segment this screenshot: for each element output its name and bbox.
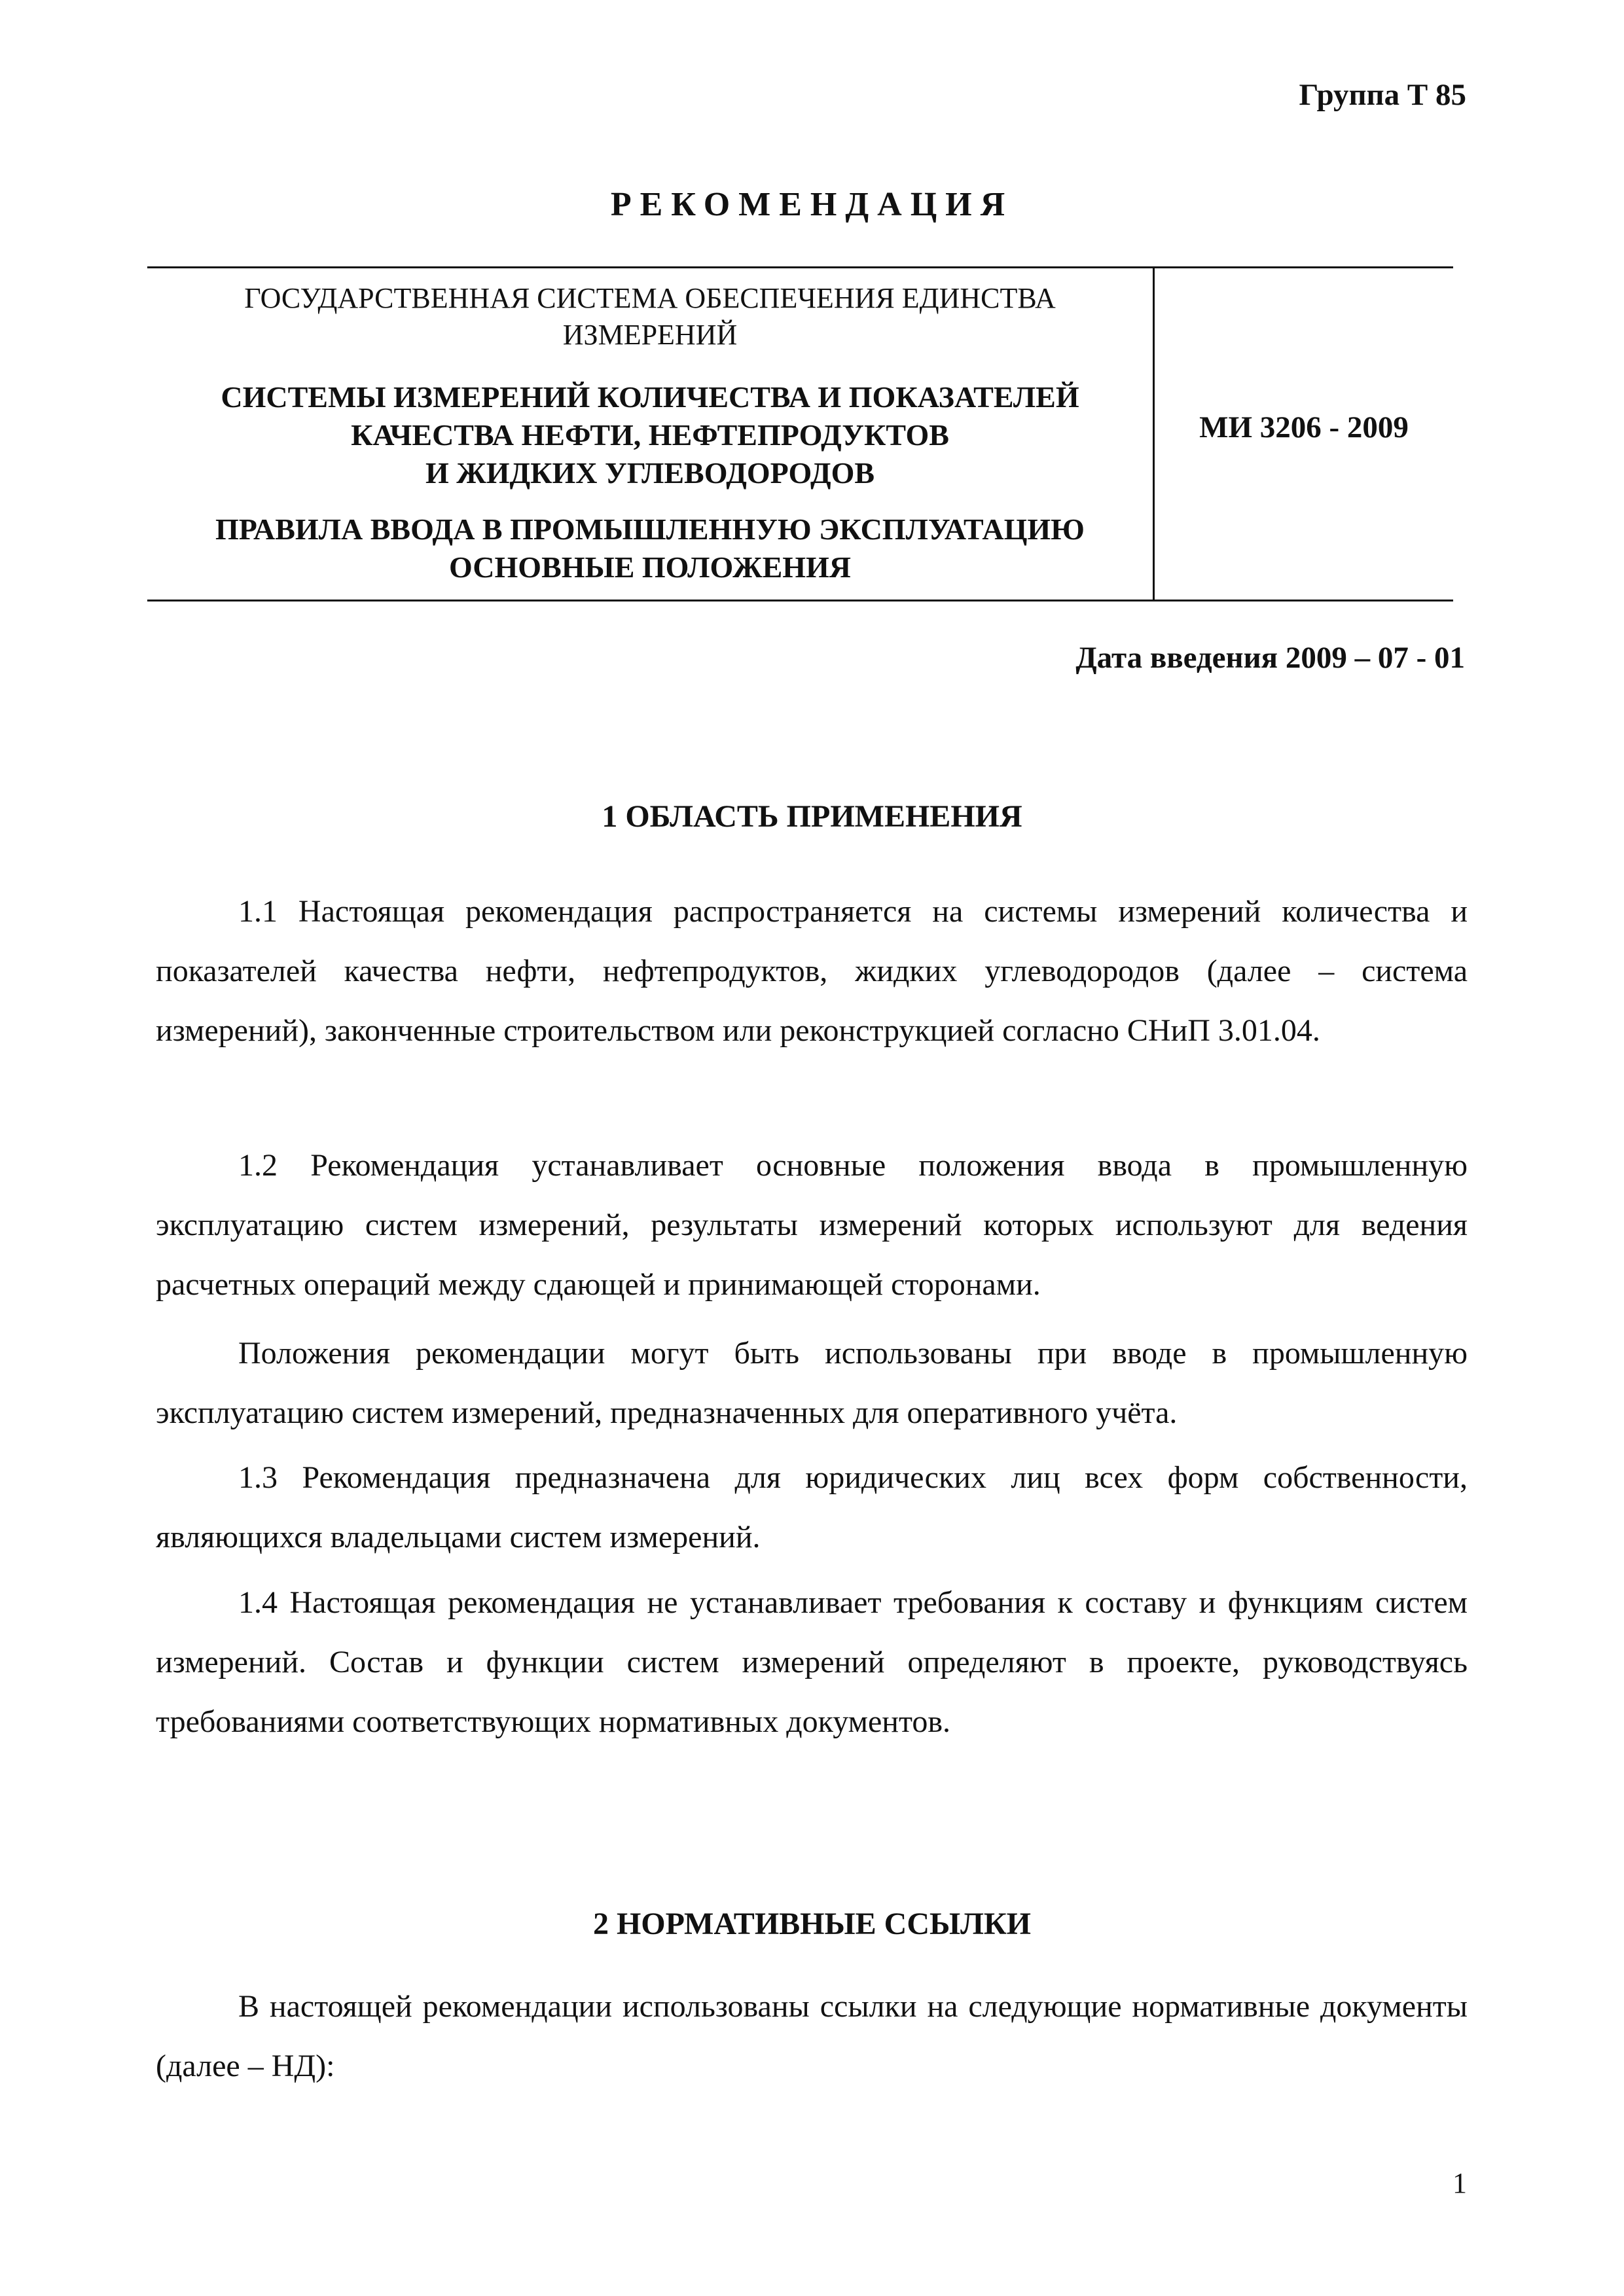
state-system-name: [147, 280, 1153, 353]
header-title-cell: [147, 268, 1155, 600]
paragraph-1-4: 1.4 Настоящая рекомендация не устанавливает требования к составу и функциям систем измерений. Состав и функции систем измерений определяют в проекте, руководствуясь требованиями соответствующих нормативных документов.: [156, 1585, 1468, 1739]
document-subtitle: [147, 511, 1153, 586]
title-line: СИСТЕМЫ ИЗМЕРЕНИЙ КОЛИЧЕСТВА И ПОКАЗАТЕЛЕЙ: [221, 380, 1079, 414]
title-line: КАЧЕСТВА НЕФТИ, НЕФТЕПРОДУКТОВ: [351, 418, 949, 452]
header-table: [147, 266, 1453, 601]
document-type: РЕКОМЕНДАЦИЯ: [610, 186, 1014, 223]
introduction-date: Дата введения 2009 – 07 - 01: [1075, 641, 1465, 675]
paragraph-1-1: 1.1 Настоящая рекомендация распространяется на системы измерений количества и показателей качества нефти, нефтепродуктов, жидких углеводородов (далее – система измерений), законченные строительством или реконструкцией согласно СНиП 3.01.04.: [156, 894, 1468, 1048]
paragraph-1-3: 1.3 Рекомендация предназначена для юридических лиц всех форм собственности, являющихся владельцами систем измерений.: [156, 1460, 1468, 1554]
paragraph-2-intro: В настоящей рекомендации использованы ссылки на следующие нормативные документы (далее – НД):: [156, 1989, 1468, 2083]
title-line: И ЖИДКИХ УГЛЕВОДОРОДОВ: [425, 456, 875, 490]
section-2-title: 2 НОРМАТИВНЫЕ ССЫЛКИ: [592, 1907, 1032, 1941]
document-title: [147, 378, 1153, 492]
subtitle-line: ПРАВИЛА ВВОДА В ПРОМЫШЛЕННУЮ ЭКСПЛУАТАЦИЮ: [215, 512, 1085, 546]
section-1-title: 1 ОБЛАСТЬ ПРИМЕНЕНИЯ: [602, 799, 1022, 834]
paragraph-1-2-continued: Положения рекомендации могут быть использованы при вводе в промышленную эксплуатацию систем измерений, предназначенных для оперативного учёта.: [156, 1336, 1468, 1430]
header-code-cell: [1155, 268, 1453, 600]
page-number: 1: [1453, 2167, 1467, 2199]
group-label: Группа Т 85: [1299, 78, 1466, 112]
paragraph-1-2: 1.2 Рекомендация устанавливает основные положения ввода в промышленную эксплуатацию систем измерений, результаты измерений которых используют для ведения расчетных операций между сдающей и принимающей сторонами.: [156, 1148, 1468, 1302]
document-code: МИ 3206 - 2009: [1199, 410, 1409, 444]
state-system-line: ИЗМЕРЕНИЙ: [562, 319, 738, 351]
state-system-line: ГОСУДАРСТВЕННАЯ СИСТЕМА ОБЕСПЕЧЕНИЯ ЕДИНСТВА: [244, 282, 1056, 314]
subtitle-line: ОСНОВНЫЕ ПОЛОЖЕНИЯ: [448, 550, 852, 584]
